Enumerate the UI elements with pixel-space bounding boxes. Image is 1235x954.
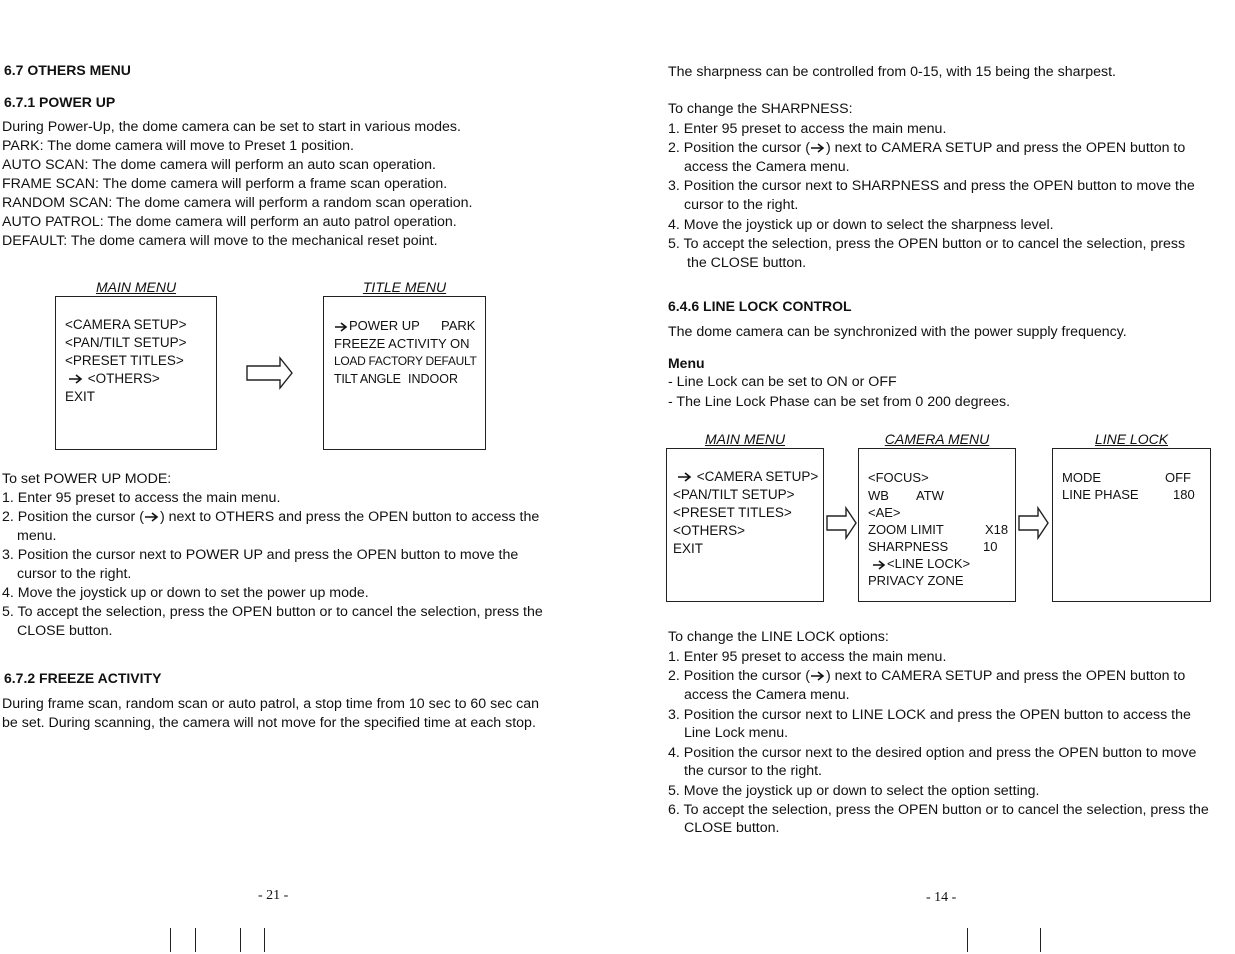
line-lock-desc: The dome camera can be synchronized with the power supply frequency. xyxy=(668,324,1127,340)
step-line: the CLOSE button. xyxy=(687,255,807,271)
row-label: MODE xyxy=(1062,470,1101,485)
heading-line-lock: 6.4.6 LINE LOCK CONTROL xyxy=(668,298,852,314)
step-text: 2. Position the cursor ( xyxy=(668,668,810,684)
menu-item: EXIT xyxy=(673,541,704,556)
step-line: access the Camera menu. xyxy=(684,687,850,703)
menu-bullet: - The Line Lock Phase can be set from 0 200 degrees. xyxy=(668,394,1011,410)
menu-item-label: <CAMERA SETUP> xyxy=(696,469,819,484)
row-label: <FOCUS> xyxy=(868,470,929,485)
step-line: Line Lock menu. xyxy=(684,725,789,741)
camera-menu-title: CAMERA MENU xyxy=(884,431,990,447)
menu-item: <CAMERA SETUP> xyxy=(65,317,187,332)
row-value: PARK xyxy=(441,318,476,333)
binding-mark xyxy=(195,928,196,952)
row-label: ZOOM LIMIT xyxy=(868,522,944,537)
intro-line: AUTO PATROL: The dome camera will perform an auto patrol operation. xyxy=(2,214,457,230)
step-text: ) next to CAMERA SETUP and press the OPEN button to xyxy=(825,668,1186,684)
right-arrow-icon xyxy=(68,374,84,384)
menu-item: <PAN/TILT SETUP> xyxy=(65,335,187,350)
step-line: CLOSE button. xyxy=(684,820,780,836)
section-heading-others-menu: 6.7 OTHERS MENU xyxy=(4,62,131,78)
menu-item: <OTHERS> xyxy=(673,523,746,538)
intro-line: RANDOM SCAN: The dome camera will perform a random scan operation. xyxy=(2,195,473,211)
hollow-right-arrow-icon xyxy=(246,356,294,390)
binding-mark xyxy=(967,928,968,952)
step-line: 6. To accept the selection, press the OPEN button or to cancel the selection, press the xyxy=(668,802,1209,818)
right-arrow-icon xyxy=(872,560,887,570)
step-line: access the Camera menu. xyxy=(684,159,850,175)
step-line: menu. xyxy=(17,528,57,544)
step-line xyxy=(668,139,1185,158)
step-line: cursor to the right. xyxy=(684,197,799,213)
step-line: 4. Move the joystick up or down to select the sharpness level. xyxy=(668,217,1054,233)
page-number: - 14 - xyxy=(926,890,957,905)
step-line: 3. Position the cursor next to LINE LOCK and press the OPEN button to access the xyxy=(668,707,1191,723)
menu-item-selected xyxy=(68,371,160,386)
right-arrow-icon xyxy=(144,512,160,522)
row-value: OFF xyxy=(1165,470,1191,485)
intro-line: DEFAULT: The dome camera will move to the mechanical reset point. xyxy=(2,233,438,249)
freeze-line: be set. During scanning, the camera will not move for the specified time at each stop. xyxy=(2,715,536,731)
menu-item-selected xyxy=(677,469,818,484)
row-label: LINE PHASE xyxy=(1062,487,1139,502)
heading-freeze-activity: 6.7.2 FREEZE ACTIVITY xyxy=(4,670,162,686)
title-menu-box xyxy=(323,296,486,450)
main-menu-box xyxy=(666,448,824,602)
intro-line: PARK: The dome camera will move to Preset 1 position. xyxy=(2,138,354,154)
row-label: PRIVACY ZONE xyxy=(868,573,964,588)
step-line: 5. To accept the selection, press the OPEN button or to cancel the selection, press the xyxy=(2,604,543,620)
menu-item-label: <OTHERS> xyxy=(87,371,160,386)
freeze-line: During frame scan, random scan or auto patrol, a stop time from 10 sec to 60 sec can xyxy=(2,696,540,712)
menu-item-selected xyxy=(872,556,970,571)
right-arrow-icon xyxy=(334,322,349,332)
binding-mark xyxy=(170,928,171,952)
step-line xyxy=(668,667,1185,686)
row-value: ON xyxy=(450,336,470,351)
row-label: <LINE LOCK> xyxy=(887,556,971,571)
step-text: ) next to OTHERS and press the OPEN button to access the xyxy=(159,509,540,525)
row-label: LOAD FACTORY DEFAULT xyxy=(334,354,477,368)
step-line: 4. Move the joystick up or down to set the power up mode. xyxy=(2,585,369,601)
row-label: FREEZE ACTIVITY xyxy=(334,336,447,351)
intro-line: During Power-Up, the dome camera can be set to start in various modes. xyxy=(2,119,461,135)
menu-item: <PRESET TITLES> xyxy=(673,505,792,520)
menu-bullet: - Line Lock can be set to ON or OFF xyxy=(668,374,897,390)
row-label: TILT ANGLE xyxy=(334,372,401,386)
steps-intro: To set POWER UP MODE: xyxy=(2,471,172,487)
main-menu-box xyxy=(55,296,217,450)
sharpness-desc: The sharpness can be controlled from 0-15, with 15 being the sharpest. xyxy=(668,64,1116,80)
menu-item: <PAN/TILT SETUP> xyxy=(673,487,795,502)
row-label: POWER UP xyxy=(349,318,420,333)
step-line: 5. To accept the selection, press the OPEN button or to cancel the selection, press xyxy=(668,236,1186,252)
row-value: ATW xyxy=(916,488,944,503)
menu-item: EXIT xyxy=(65,389,96,404)
intro-line: FRAME SCAN: The dome camera will perform a frame scan operation. xyxy=(2,176,448,192)
right-arrow-icon xyxy=(810,671,826,681)
title-menu-title: TITLE MENU xyxy=(362,279,447,295)
row-label: <AE> xyxy=(868,505,901,520)
sharpness-intro: To change the SHARPNESS: xyxy=(668,101,853,117)
row-value: 180 xyxy=(1173,487,1195,502)
step-text: ) next to CAMERA SETUP and press the OPEN button to xyxy=(825,140,1186,156)
menu-label: Menu xyxy=(668,355,705,371)
row-value: INDOOR xyxy=(408,372,458,386)
camera-menu-box xyxy=(858,448,1016,602)
line-lock-menu-box xyxy=(1052,448,1211,602)
hollow-right-arrow-icon xyxy=(1018,506,1050,540)
step-line: the cursor to the right. xyxy=(684,763,823,779)
page-number: - 21 - xyxy=(258,888,289,903)
step-line: 1. Enter 95 preset to access the main menu. xyxy=(668,121,947,137)
main-menu-title: MAIN MENU xyxy=(704,431,786,447)
row-label: SHARPNESS xyxy=(868,539,949,554)
step-line: 3. Position the cursor next to POWER UP and press the OPEN button to move the xyxy=(2,547,519,563)
line-lock-intro: To change the LINE LOCK options: xyxy=(668,629,889,645)
step-line: 1. Enter 95 preset to access the main menu. xyxy=(2,490,281,506)
step-line: 1. Enter 95 preset to access the main menu. xyxy=(668,649,947,665)
hollow-right-arrow-icon xyxy=(826,506,858,540)
step-text: 2. Position the cursor ( xyxy=(668,140,810,156)
binding-mark xyxy=(240,928,241,952)
step-line xyxy=(2,508,539,527)
title-menu-row xyxy=(334,318,420,333)
step-line: 5. Move the joystick up or down to select the option setting. xyxy=(668,783,1040,799)
row-value: 10 xyxy=(983,539,998,554)
menu-item: <PRESET TITLES> xyxy=(65,353,184,368)
intro-line: AUTO SCAN: The dome camera will perform an auto scan operation. xyxy=(2,157,436,173)
step-line: CLOSE button. xyxy=(17,623,113,639)
heading-power-up: 6.7.1 POWER UP xyxy=(4,94,116,110)
right-arrow-icon xyxy=(810,143,826,153)
binding-mark xyxy=(264,928,265,952)
step-text: 2. Position the cursor ( xyxy=(2,509,144,525)
step-line: cursor to the right. xyxy=(17,566,132,582)
main-menu-title: MAIN MENU xyxy=(95,279,177,295)
row-value: X18 xyxy=(985,522,1009,537)
step-line: 4. Position the cursor next to the desired option and press the OPEN button to move xyxy=(668,745,1197,761)
step-line: 3. Position the cursor next to SHARPNESS and press the OPEN button to move the xyxy=(668,178,1195,194)
row-label: WB xyxy=(868,488,889,503)
line-lock-menu-title: LINE LOCK xyxy=(1094,431,1169,447)
binding-mark xyxy=(1040,928,1041,952)
right-arrow-icon xyxy=(677,472,693,482)
